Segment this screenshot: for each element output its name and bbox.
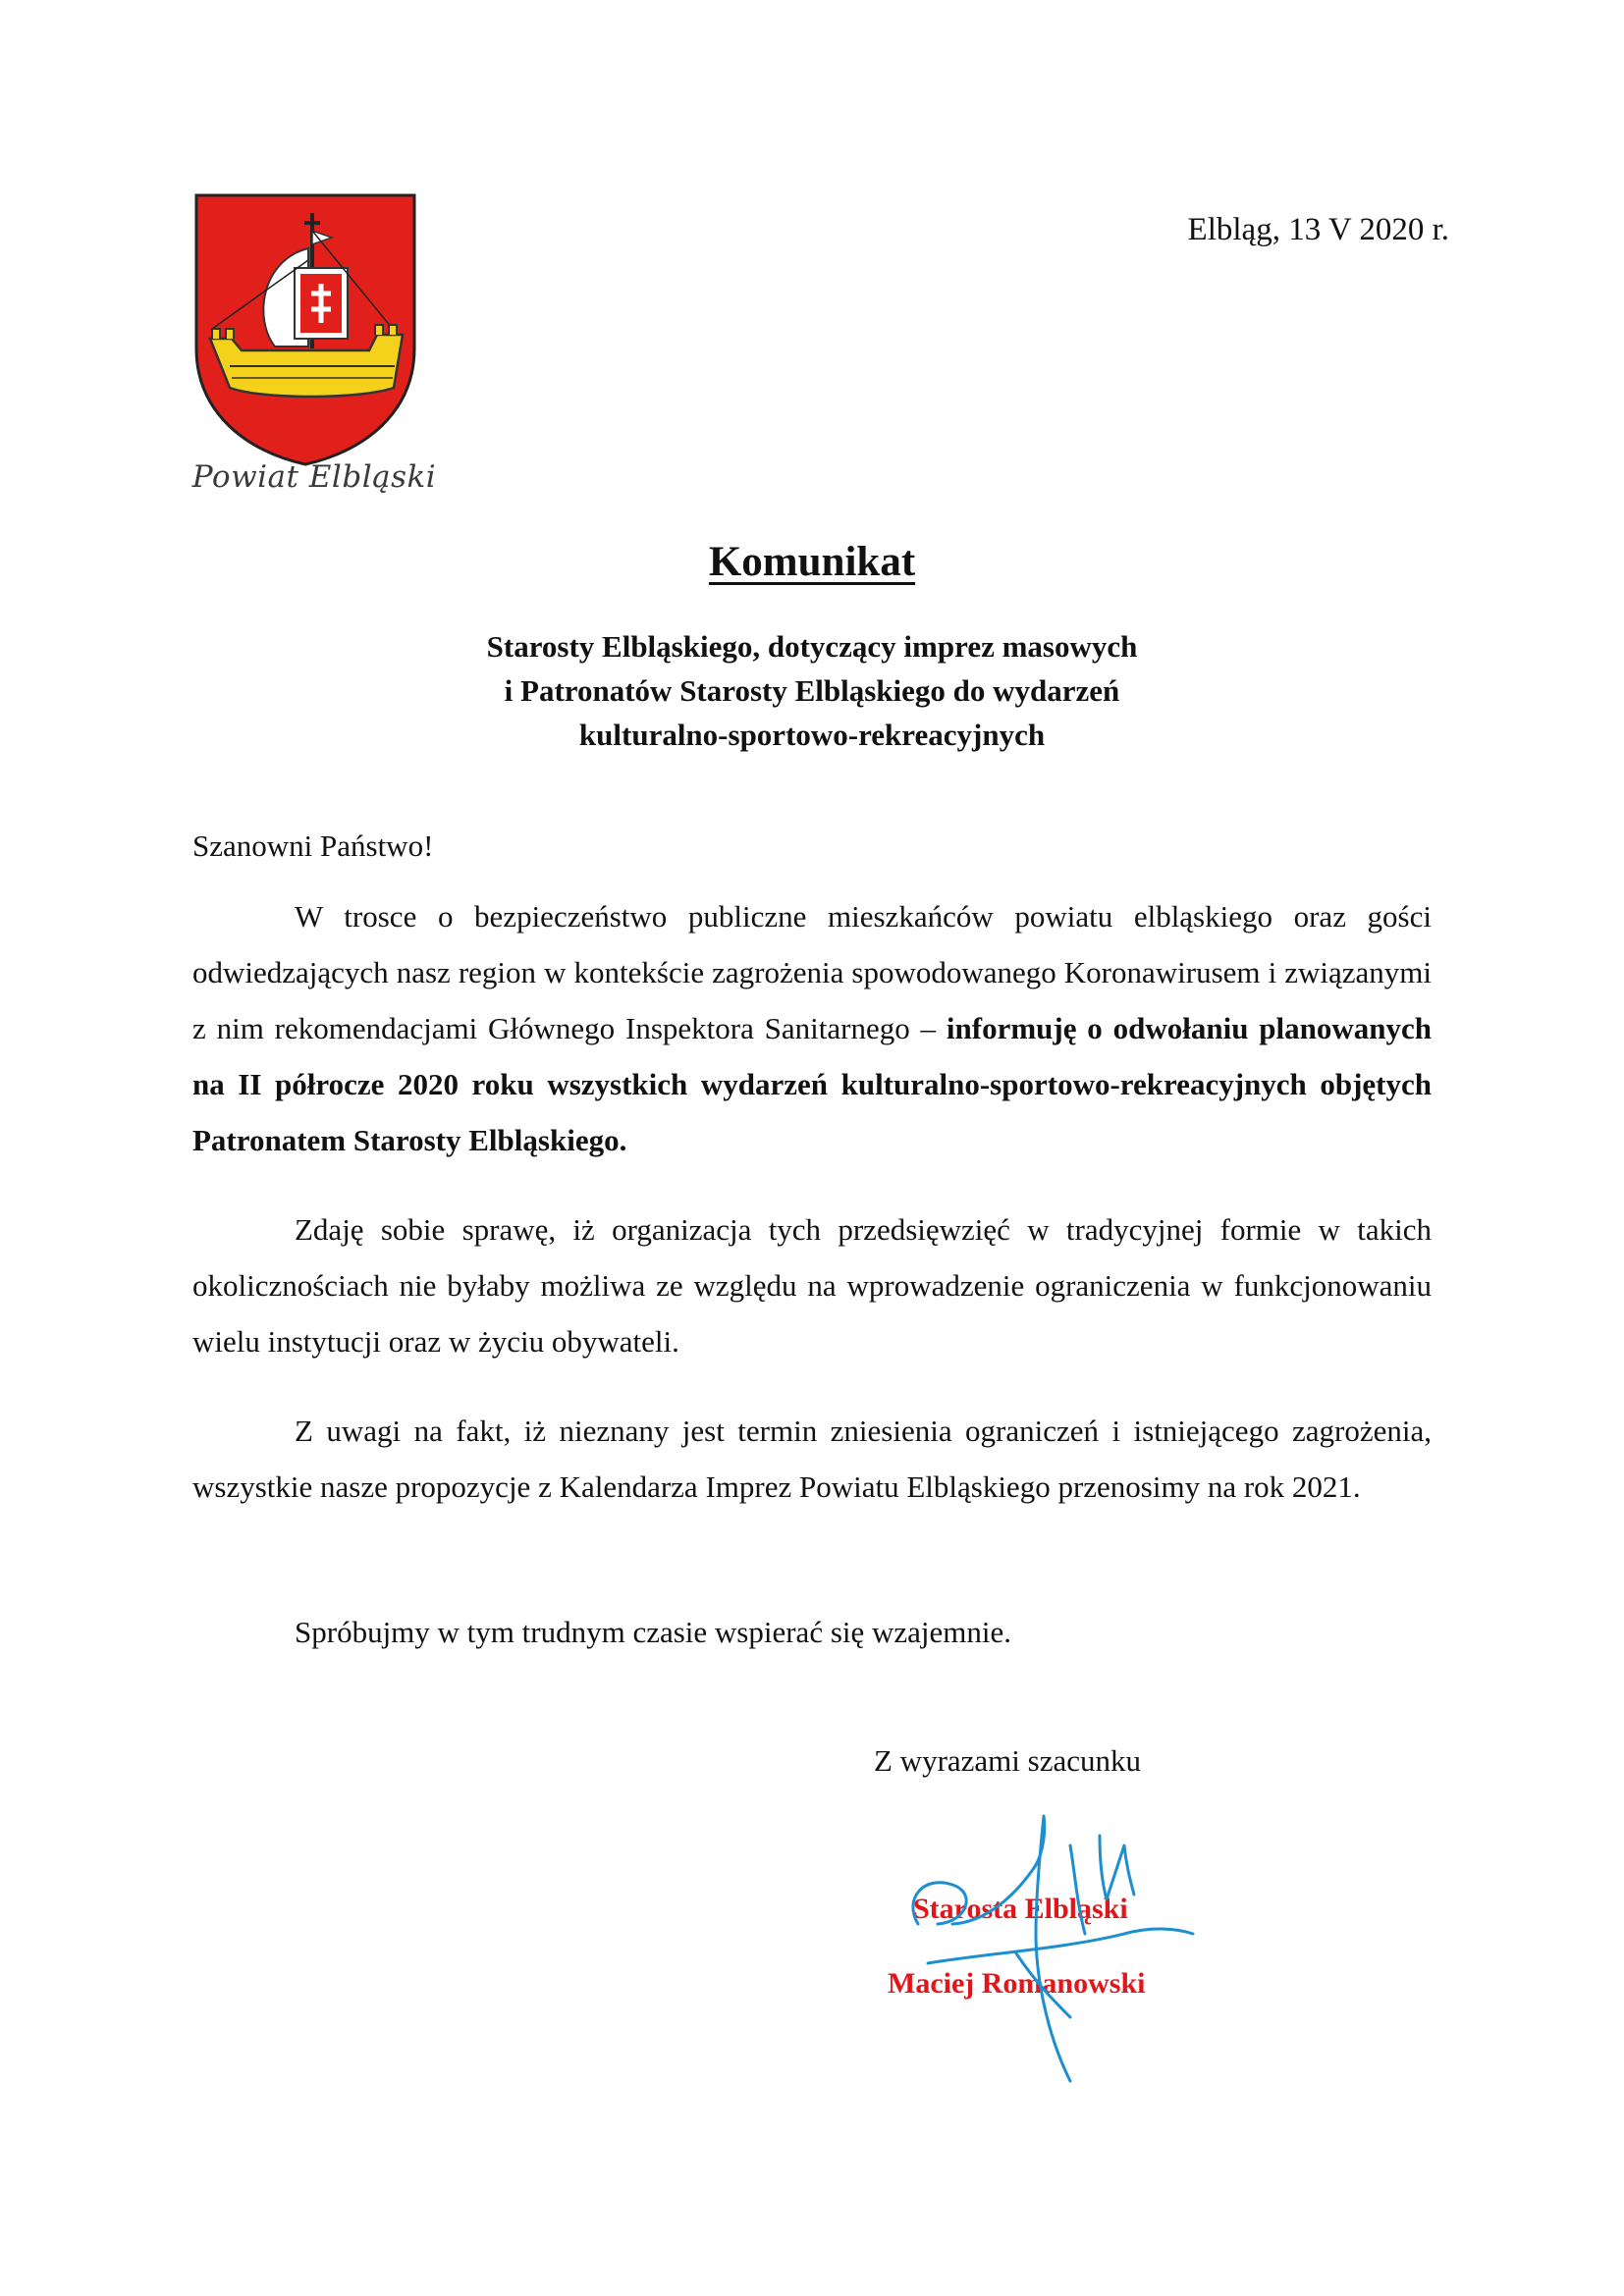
crest-caption: Powiat Elbląski	[191, 459, 437, 495]
paragraph-1	[192, 888, 1432, 1168]
handwritten-signature-icon	[898, 1806, 1222, 2101]
paragraph-3: Z uwagi na fakt, iż nieznany jest termin zniesienia ograniczeń i istniejącego zagrożenia, wszystkie nasze propozycje z Kalendarza Imprez Powiatu Elbląskiego przenosimy na rok 2021.	[192, 1414, 1432, 1504]
paragraph-2: Zdaję sobie sprawę, iż organizacja tych przedsięwzięć w tradycyjnej formie w takich okolicznościach nie byłaby możliwa ze względu na wprowadzenie ograniczenia w funkcjonowaniu wielu instytucji oraz w życiu obywateli.	[192, 1212, 1432, 1359]
document-subtitle	[0, 624, 1624, 757]
closing-greeting: Z wyrazami szacunku	[874, 1743, 1141, 1778]
subtitle-line: kulturalno-sportowo-rekreacyjnych	[578, 718, 1046, 752]
salutation: Szanowni Państwo!	[192, 828, 434, 863]
document-title: Komunikat	[708, 539, 916, 585]
paragraph-1-text: W trosce o bezpieczeństwo publiczne mieszkańców powiatu elbląskiego oraz gości odwiedzających nasz region w kontekście zagrożenia spowodowanego Koronawirusem i związanymi z nim rekomendacjami Głównego Inspektora Sanitarnego –	[192, 899, 1432, 1045]
paragraph-4: Spróbujmy w tym trudnym czasie wspierać się wzajemnie.	[295, 1615, 1012, 1649]
paragraph-1-bold: informuję o odwołaniu planowanych na II półrocze 2020 roku wszystkich wydarzeń kulturalno-sportowo-rekreacyjnych objętych Patronatem Starosty Elbląskiego.	[192, 1011, 1433, 1157]
subtitle-line: i Patronatów Starosty Elbląskiego do wydarzeń	[504, 673, 1120, 708]
letter-date: Elbląg, 13 V 2020 r.	[1187, 212, 1449, 247]
coat-of-arms-icon	[192, 191, 418, 466]
signatory-role: Starosta Elbląski	[913, 1893, 1128, 1925]
signatory-name: Maciej Romanowski	[888, 1967, 1146, 2000]
subtitle-line: Starosty Elbląskiego, dotyczący imprez masowych	[486, 629, 1138, 664]
